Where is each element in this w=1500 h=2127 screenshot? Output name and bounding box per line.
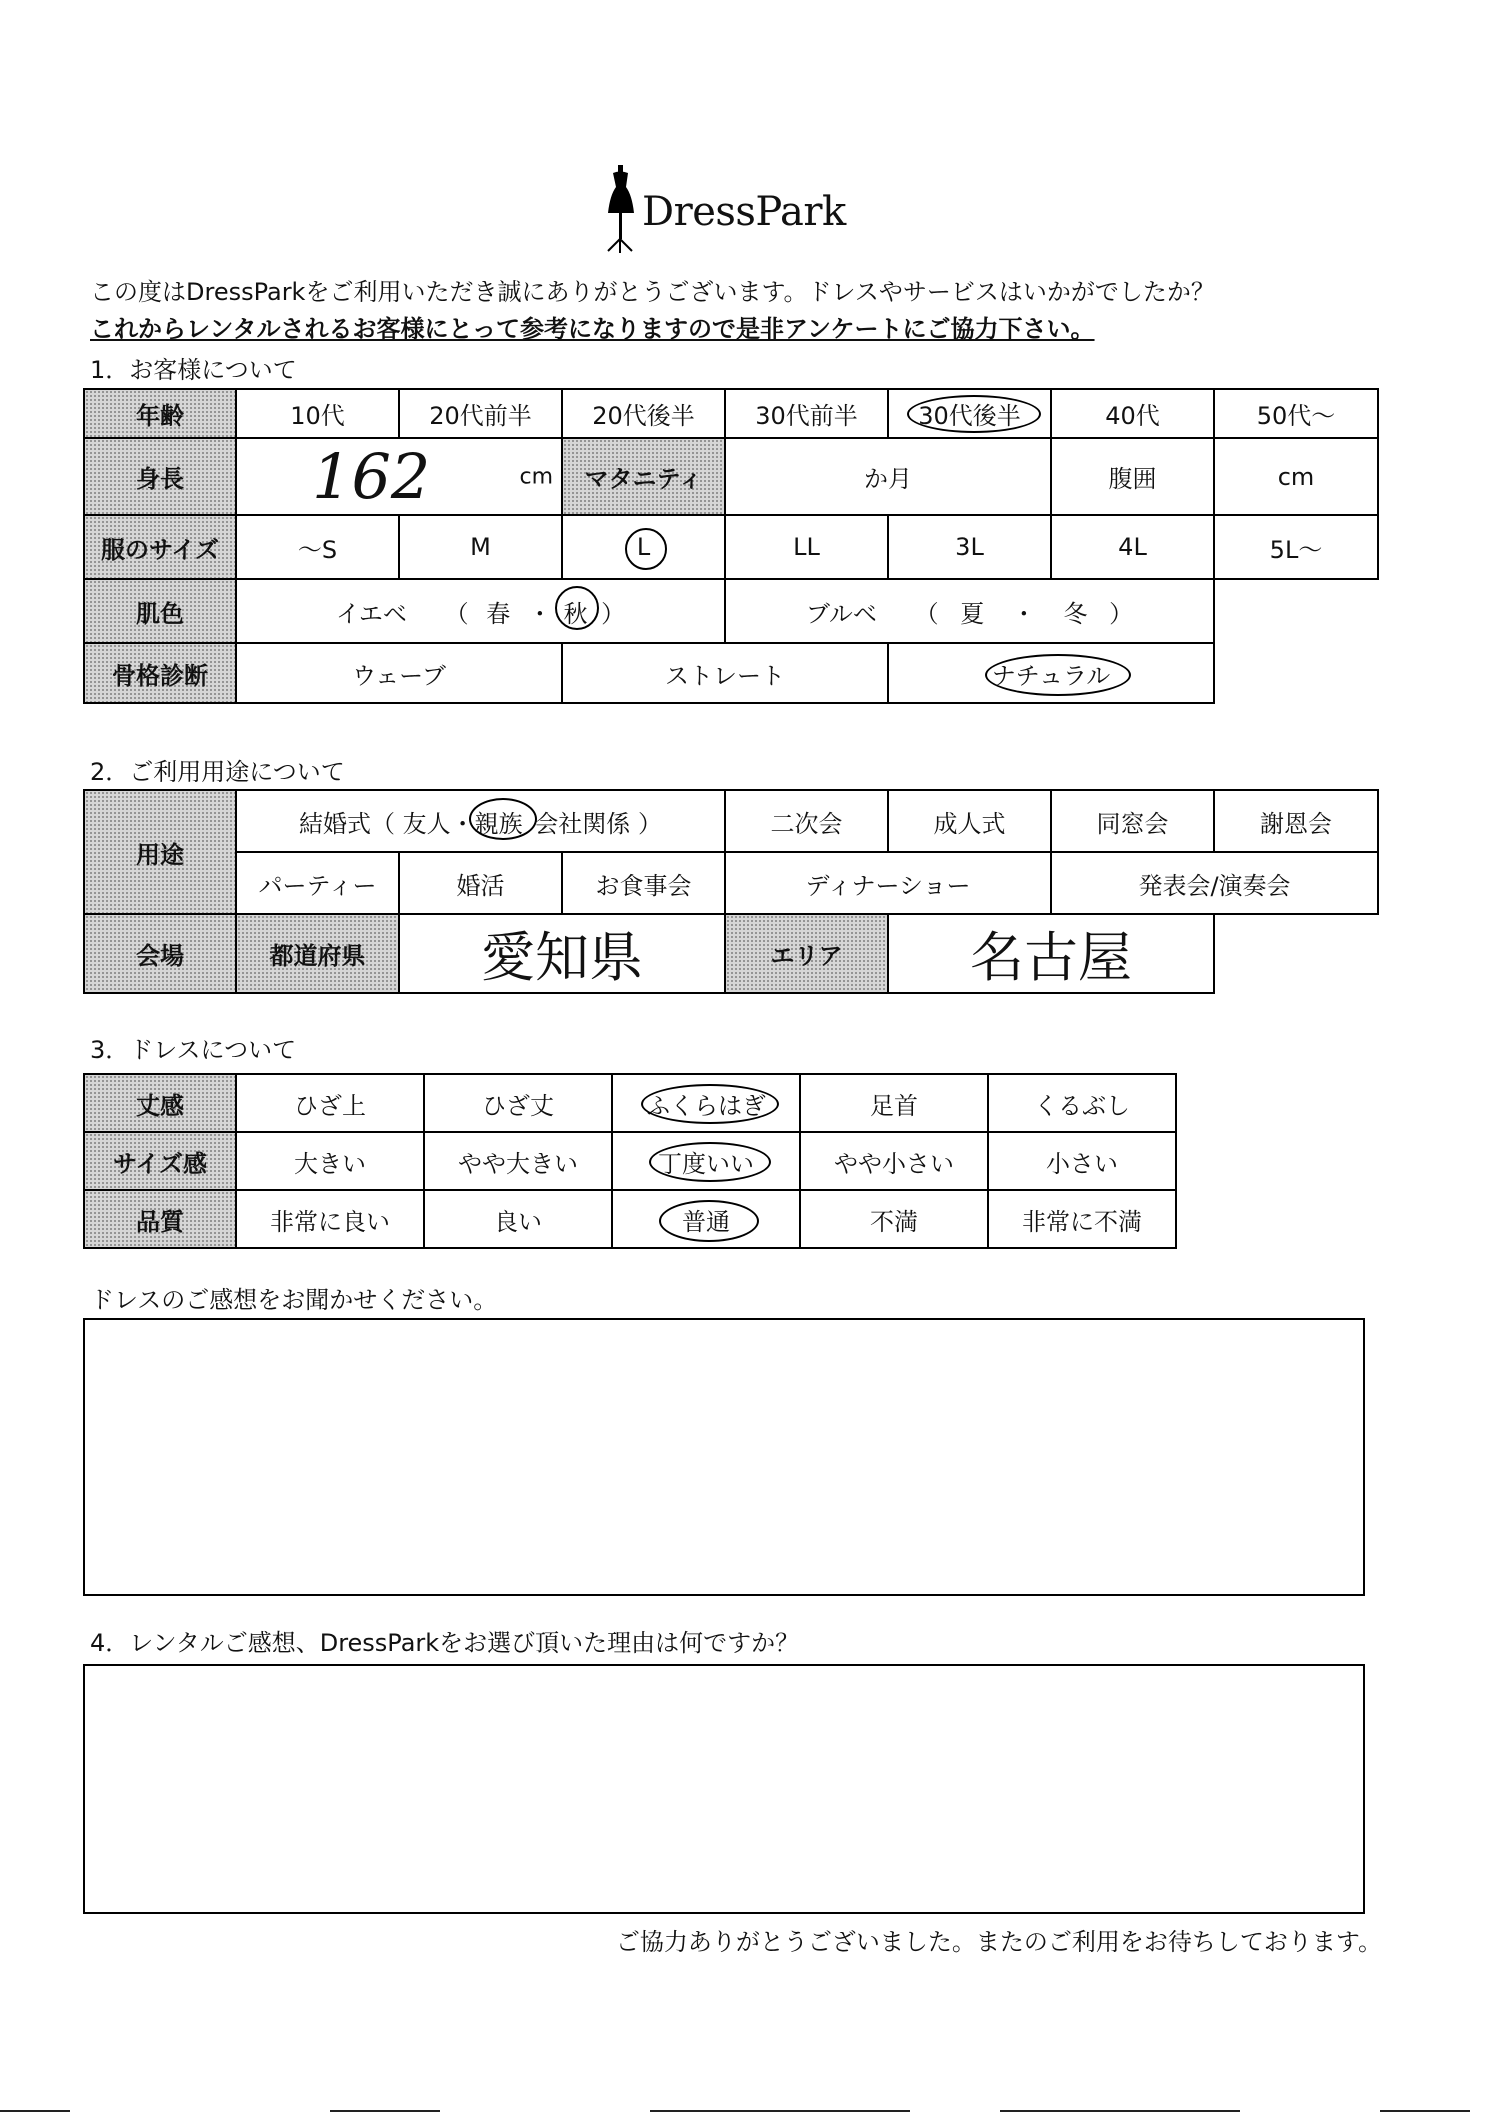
purpose-option[interactable]: 二次会	[725, 790, 888, 852]
age-option-selected[interactable]	[888, 389, 1051, 438]
scan-mark	[1380, 2110, 1470, 2112]
area-field[interactable]	[888, 914, 1214, 993]
fit-option-selected[interactable]	[612, 1132, 800, 1190]
quality-option[interactable]: 非常に良い	[236, 1190, 424, 1248]
length-option-selected[interactable]	[612, 1074, 800, 1132]
skin-label: 肌色	[84, 579, 236, 643]
customer-table	[83, 388, 1379, 704]
wedding-suffix: ）	[637, 809, 662, 838]
age-option[interactable]: 40代	[1051, 389, 1214, 438]
age-option[interactable]: 50代～	[1214, 389, 1378, 438]
purpose-option[interactable]: 成人式	[888, 790, 1051, 852]
empty-cell	[1214, 914, 1378, 993]
empty-cell	[1214, 643, 1378, 703]
purpose-option[interactable]: 謝恩会	[1214, 790, 1378, 852]
length-option[interactable]: ひざ上	[236, 1074, 424, 1132]
age-option-label: 30代後半	[918, 402, 1021, 430]
age-label: 年齢	[84, 389, 236, 438]
section4-title: 4．レンタルご感想、DressParkをお選び頂いた理由は何ですか？	[90, 1629, 800, 1657]
scan-mark	[330, 2110, 440, 2112]
winter-option[interactable]: 冬	[1063, 599, 1088, 628]
brand-name: DressPark	[642, 189, 846, 235]
size-option[interactable]: 5L～	[1214, 515, 1378, 579]
prefecture-value: 愛知県	[481, 926, 643, 989]
yellow-base-label: イエベ	[335, 599, 407, 628]
purpose-option[interactable]: パーティー	[236, 852, 399, 914]
purpose-table	[83, 789, 1379, 994]
purpose-option[interactable]: 婚活	[399, 852, 562, 914]
height-label: 身長	[84, 438, 236, 515]
size-option[interactable]: 3L	[888, 515, 1051, 579]
blue-base-option[interactable]: ブルベ （ 夏 ・ 冬 ）	[725, 579, 1214, 643]
size-option[interactable]: 4L	[1051, 515, 1214, 579]
height-value: 162	[312, 440, 431, 513]
prefecture-label: 都道府県	[236, 914, 399, 993]
intro-request: これからレンタルされるお客様にとって参考になりますので是非アンケートにご協力下さい。	[90, 315, 1095, 343]
brand-logo	[600, 165, 860, 255]
size-option[interactable]: M	[399, 515, 562, 579]
length-option[interactable]: くるぶし	[988, 1074, 1176, 1132]
section3-title: 3．ドレスについて	[90, 1036, 297, 1064]
maternity-label: マタニティ	[562, 438, 725, 515]
area-value: 名古屋	[970, 926, 1132, 989]
skeleton-label: 骨格診断	[84, 643, 236, 703]
height-unit: cm	[519, 464, 553, 489]
age-option[interactable]: 20代前半	[399, 389, 562, 438]
fit-option-label: 丁度いい	[658, 1149, 754, 1178]
purpose-option[interactable]: 発表会/演奏会	[1051, 852, 1378, 914]
purpose-option[interactable]: ディナーショー	[725, 852, 1051, 914]
age-option[interactable]: 10代	[236, 389, 399, 438]
scan-mark	[650, 2110, 910, 2112]
wedding-prefix: 結婚式（	[299, 809, 396, 838]
fit-option[interactable]: 大きい	[236, 1132, 424, 1190]
wedding-option[interactable]: 結婚式（ 友人・親族 会社関係 ）	[236, 790, 725, 852]
relative-option[interactable]	[475, 804, 523, 839]
dress-form-icon	[600, 165, 642, 255]
quality-option-selected[interactable]	[612, 1190, 800, 1248]
scan-mark	[0, 2110, 70, 2112]
impression-textarea[interactable]	[83, 1318, 1365, 1596]
size-option[interactable]: ～S	[236, 515, 399, 579]
skeleton-option-selected[interactable]	[888, 643, 1214, 703]
skeleton-option[interactable]: ウェーブ	[236, 643, 562, 703]
section1-title: 1．お客様について	[90, 356, 297, 384]
quality-option[interactable]: 不満	[800, 1190, 988, 1248]
length-option[interactable]: ひざ丈	[424, 1074, 612, 1132]
spring-option[interactable]: 春	[486, 599, 511, 628]
empty-cell	[1214, 579, 1378, 643]
size-option-label: L	[636, 533, 651, 561]
age-option[interactable]: 30代前半	[725, 389, 888, 438]
summer-option[interactable]: 夏	[960, 599, 985, 628]
months-unit: か月	[864, 465, 912, 493]
autumn-label: 秋	[563, 599, 588, 628]
area-label: エリア	[725, 914, 888, 993]
quality-option[interactable]: 非常に不満	[988, 1190, 1176, 1248]
purpose-option[interactable]: お食事会	[562, 852, 725, 914]
autumn-option[interactable]	[563, 594, 587, 629]
scan-mark	[1000, 2110, 1240, 2112]
purpose-option[interactable]: 同窓会	[1051, 790, 1214, 852]
height-field[interactable]	[236, 438, 562, 515]
quality-option-label: 普通	[682, 1207, 730, 1236]
fit-label: サイズ感	[84, 1132, 236, 1190]
company-option[interactable]: 会社関係	[534, 809, 631, 838]
blue-base-label: ブルベ	[805, 599, 877, 628]
dress-table	[83, 1073, 1177, 1249]
fit-option[interactable]: 小さい	[988, 1132, 1176, 1190]
maternity-months-field[interactable]	[725, 438, 1051, 515]
size-option-selected[interactable]	[562, 515, 725, 579]
impression-prompt: ドレスのご感想をお聞かせください。	[90, 1286, 498, 1314]
waist-field[interactable]: cm	[1214, 438, 1378, 515]
length-option[interactable]: 足首	[800, 1074, 988, 1132]
venue-label: 会場	[84, 914, 236, 993]
thanks-message: ご協力ありがとうございました。またのご利用をお待ちしております。	[615, 1928, 1382, 1956]
length-label: 丈感	[84, 1074, 236, 1132]
age-option[interactable]: 20代後半	[562, 389, 725, 438]
skeleton-option[interactable]: ストレート	[562, 643, 888, 703]
skeleton-option-label: ナチュラル	[991, 661, 1111, 690]
friend-option[interactable]: 友人	[402, 809, 451, 838]
size-label: 服のサイズ	[84, 515, 236, 579]
section2-title: 2．ご利用用途について	[90, 758, 345, 786]
purpose-label: 用途	[84, 790, 236, 914]
length-option-label: ふくらはぎ	[646, 1091, 766, 1120]
quality-option[interactable]: 良い	[424, 1190, 612, 1248]
size-option[interactable]: LL	[725, 515, 888, 579]
intro-text: この度はDressParkをご利用いただき誠にありがとうございます。ドレスやサービスはいかがでしたか？	[90, 278, 1215, 306]
reason-textarea[interactable]	[83, 1664, 1365, 1914]
fit-option[interactable]: やや小さい	[800, 1132, 988, 1190]
yellow-base-option[interactable]: イエベ （ 春 ・ 秋 ）	[236, 579, 725, 643]
quality-label: 品質	[84, 1190, 236, 1248]
fit-option[interactable]: やや大きい	[424, 1132, 612, 1190]
prefecture-field[interactable]	[399, 914, 725, 993]
relative-label: 親族	[474, 809, 523, 838]
waist-label: 腹囲	[1051, 438, 1214, 515]
